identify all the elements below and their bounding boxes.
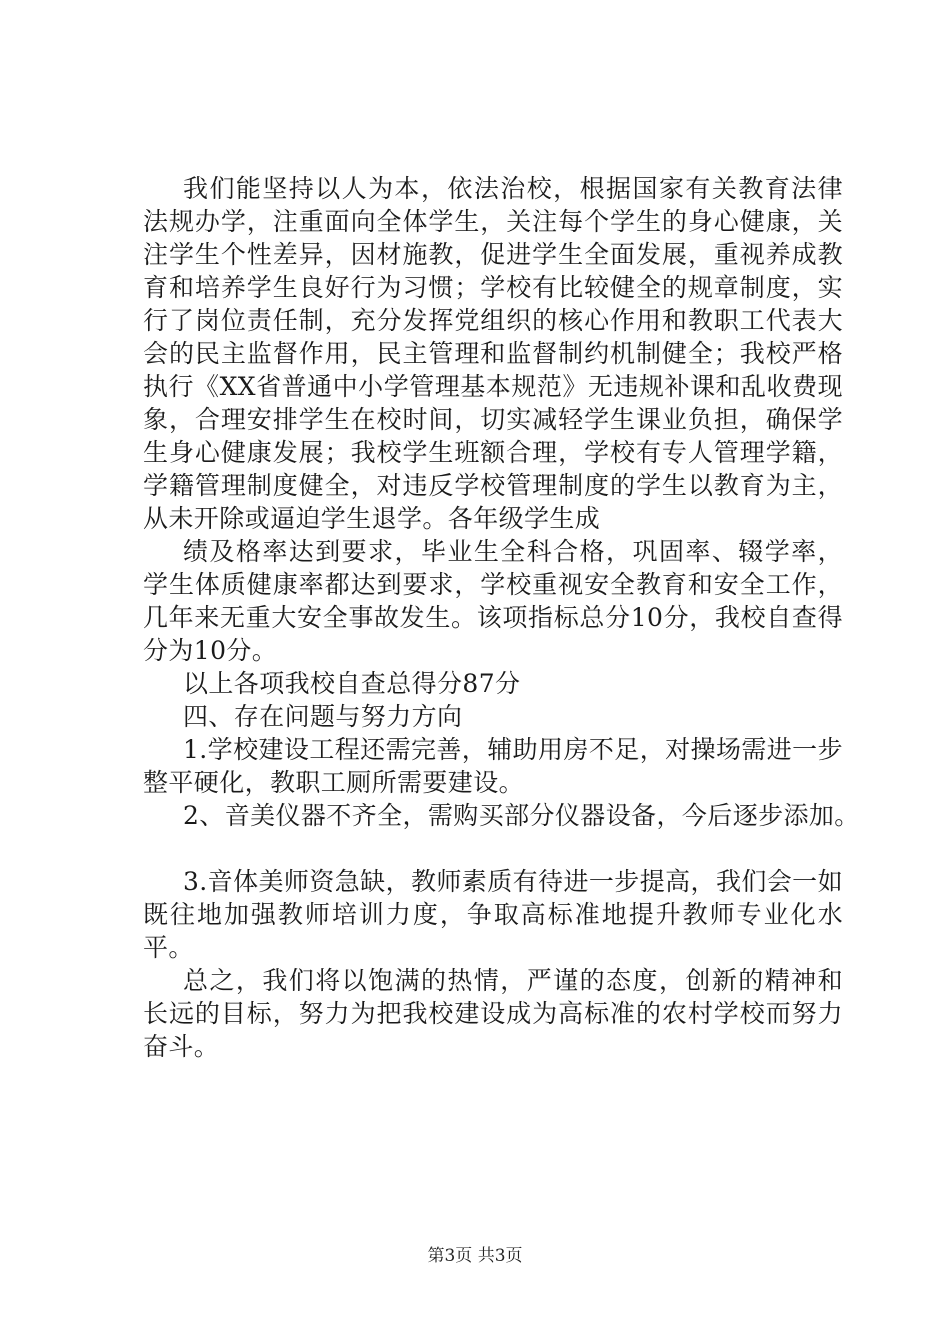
paragraph-total-score: 以上各项我校自查总得分87分 bbox=[183, 669, 521, 698]
paragraph-issue-1: 1.学校建设工程还需完善，辅助用房不足，对操场需进一步整平硬化，教职工厕所需要建设。 bbox=[143, 735, 843, 797]
paragraph-school-management: 我们能坚持以人为本，依法治校，根据国家有关教育法律法规办学，注重面向全体学生，关注每个学生的身心健康，关注学生个性差异，因材施教，促进学生全面发展，重视养成教育和培养学生良好行为习惯；学校有比较健全的规章制度，实行了岗位责任制，充分发挥党组织的核心作用和教职工代表大会的民主监督作用，民主管理和监督制约机制健全；我校严格执行《XX省普通中小学管理基本规范》无违规补课和乱收费现象，合理安排学生在校时间，切实减轻学生课业负担，确保学生身心健康发展；我校学生班额合理，学校有专人管理学籍，学籍管理制度健全，对违反学校管理制度的学生以教育为主，从未开除或逼迫学生退学。各年级学生成 bbox=[143, 174, 843, 533]
paragraph-student-performance: 绩及格率达到要求，毕业生全科合格，巩固率、辍学率，学生体质健康率都达到要求，学校重视安全教育和安全工作，几年来无重大安全事故发生。该项指标总分10分，我校自查得分为10分。 bbox=[143, 537, 843, 665]
page-footer: 第3页 共3页 bbox=[427, 1246, 523, 1266]
paragraph-conclusion: 总之，我们将以饱满的热情，严谨的态度，创新的精神和长远的目标，努力为把我校建设成为高标准的农村学校而努力奋斗。 bbox=[143, 966, 843, 1061]
section-heading-problems: 四、存在问题与努力方向 bbox=[183, 702, 463, 731]
paragraph-issue-3: 3.音体美师资急缺，教师素质有待进一步提高，我们会一如既往地加强教师培训力度，争取高标准地提升教师专业化水平。 bbox=[143, 867, 843, 962]
document-body bbox=[143, 172, 860, 1063]
paragraph-issue-2: 2、音美仪器不齐全，需购买部分仪器设备，今后逐步添加。 bbox=[183, 801, 860, 830]
